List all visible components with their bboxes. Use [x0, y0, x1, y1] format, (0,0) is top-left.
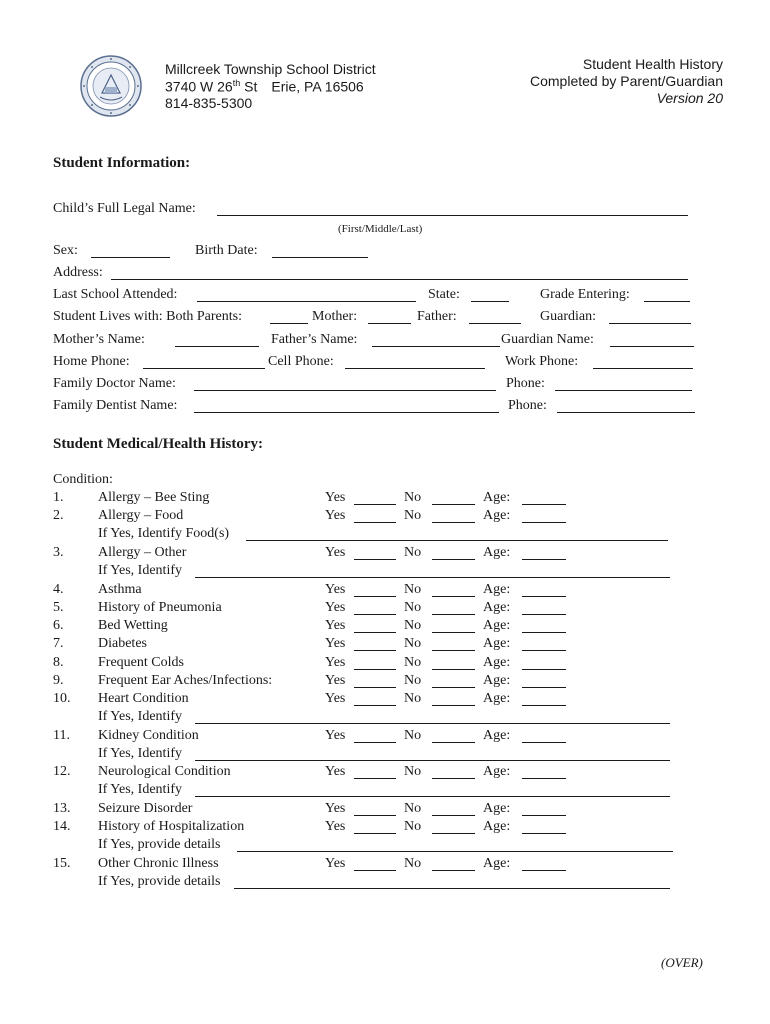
no-field[interactable] [432, 742, 475, 743]
no-field[interactable] [432, 870, 475, 871]
condition-name: Frequent Ear Aches/Infections: [98, 673, 273, 688]
last-school-label: Last School Attended: [53, 287, 178, 302]
condition-name: Kidney Condition [98, 728, 199, 743]
yes-field[interactable] [354, 596, 396, 597]
age-field[interactable] [522, 614, 566, 615]
yes-field[interactable] [354, 705, 396, 706]
age-label: Age: [483, 856, 511, 871]
age-field[interactable] [522, 559, 566, 560]
district-address: 3740 W 26th St Erie, PA 16506 [165, 78, 364, 95]
age-label: Age: [483, 636, 511, 651]
age-label: Age: [483, 508, 511, 523]
cell-phone-label: Cell Phone: [268, 354, 334, 369]
condition-number: 13. [53, 801, 71, 816]
no-label: No [404, 764, 422, 779]
age-label: Age: [483, 600, 511, 615]
age-label: Age: [483, 618, 511, 633]
condition-number: 3. [53, 545, 64, 560]
mothers-name-field[interactable] [175, 346, 259, 347]
age-field[interactable] [522, 596, 566, 597]
state-field[interactable] [471, 301, 509, 302]
age-label: Age: [483, 764, 511, 779]
no-label: No [404, 728, 422, 743]
condition-number: 12. [53, 764, 71, 779]
condition-name: History of Hospitalization [98, 819, 245, 834]
yes-label: Yes [325, 728, 346, 743]
no-field[interactable] [432, 614, 475, 615]
condition-number: 15. [53, 856, 71, 871]
yes-label: Yes [325, 764, 346, 779]
condition-number: 11. [53, 728, 70, 743]
yes-field[interactable] [354, 742, 396, 743]
condition-number: 8. [53, 655, 64, 670]
guardian-label: Guardian: [540, 309, 596, 324]
condition-number: 2. [53, 508, 64, 523]
yes-label: Yes [325, 636, 346, 651]
yes-field[interactable] [354, 504, 396, 505]
yes-field[interactable] [354, 778, 396, 779]
condition-name: Frequent Colds [98, 655, 184, 670]
no-field[interactable] [432, 669, 475, 670]
followup-field[interactable] [195, 760, 670, 761]
condition-name: Other Chronic Illness [98, 856, 219, 871]
age-label: Age: [483, 728, 511, 743]
sex-field[interactable] [91, 257, 170, 258]
work-phone-field[interactable] [593, 368, 693, 369]
mother-label: Mother: [312, 309, 358, 324]
no-field[interactable] [432, 522, 475, 523]
no-label: No [404, 691, 422, 706]
yes-field[interactable] [354, 870, 396, 871]
no-label: No [404, 490, 422, 505]
district-name: Millcreek Township School District [165, 61, 376, 77]
no-label: No [404, 618, 422, 633]
no-label: No [404, 545, 422, 560]
home-phone-label: Home Phone: [53, 354, 130, 369]
no-field[interactable] [432, 504, 475, 505]
yes-field[interactable] [354, 650, 396, 651]
followup-field[interactable] [237, 851, 673, 852]
dentist-phone-label: Phone: [508, 398, 547, 413]
mothers-name-label: Mother’s Name: [53, 332, 145, 347]
yes-field[interactable] [354, 669, 396, 670]
father-field[interactable] [469, 323, 521, 324]
yes-label: Yes [325, 819, 346, 834]
condition-name: Asthma [98, 582, 142, 597]
child-name-hint: (First/Middle/Last) [338, 223, 423, 235]
fathers-name-label: Father’s Name: [271, 332, 358, 347]
birth-date-label: Birth Date: [195, 243, 258, 258]
condition-name: Allergy – Other [98, 545, 187, 560]
age-label: Age: [483, 819, 511, 834]
no-field[interactable] [432, 687, 475, 688]
yes-field[interactable] [354, 632, 396, 633]
followup-label: If Yes, Identify [98, 746, 182, 761]
age-label: Age: [483, 801, 511, 816]
guardian-field[interactable] [609, 323, 691, 324]
no-field[interactable] [432, 705, 475, 706]
age-label: Age: [483, 655, 511, 670]
medical-heading: Student Medical/Health History: [53, 436, 263, 452]
condition-number: 6. [53, 618, 64, 633]
last-school-field[interactable] [197, 301, 416, 302]
dentist-name-label: Family Dentist Name: [53, 398, 178, 413]
cell-phone-field[interactable] [345, 368, 485, 369]
no-field[interactable] [432, 632, 475, 633]
followup-label: If Yes, Identify [98, 782, 182, 797]
age-label: Age: [483, 691, 511, 706]
no-label: No [404, 801, 422, 816]
condition-name: Heart Condition [98, 691, 189, 706]
age-label: Age: [483, 673, 511, 688]
no-field[interactable] [432, 559, 475, 560]
age-field[interactable] [522, 833, 566, 834]
home-phone-field[interactable] [143, 368, 265, 369]
no-field[interactable] [432, 596, 475, 597]
condition-number: 5. [53, 600, 64, 615]
followup-field[interactable] [246, 540, 668, 541]
sex-label: Sex: [53, 243, 78, 258]
condition-number: 14. [53, 819, 71, 834]
age-field[interactable] [522, 650, 566, 651]
doctor-name-field[interactable] [194, 390, 496, 391]
district-phone: 814-835-5300 [165, 95, 253, 111]
age-field[interactable] [522, 815, 566, 816]
yes-field[interactable] [354, 614, 396, 615]
age-label: Age: [483, 545, 511, 560]
age-field[interactable] [522, 742, 566, 743]
condition-name: Neurological Condition [98, 764, 231, 779]
age-field[interactable] [522, 778, 566, 779]
child-name-field[interactable] [217, 215, 688, 216]
fathers-name-field[interactable] [372, 346, 500, 347]
followup-field[interactable] [195, 723, 670, 724]
no-label: No [404, 636, 422, 651]
doctor-phone-field[interactable] [555, 390, 692, 391]
age-field[interactable] [522, 687, 566, 688]
age-field[interactable] [522, 504, 566, 505]
yes-label: Yes [325, 545, 346, 560]
state-label: State: [428, 287, 460, 302]
yes-label: Yes [325, 691, 346, 706]
work-phone-label: Work Phone: [505, 354, 579, 369]
doctor-phone-label: Phone: [506, 376, 545, 391]
followup-label: If Yes, Identify Food(s) [98, 526, 230, 541]
age-field[interactable] [522, 705, 566, 706]
no-field[interactable] [432, 778, 475, 779]
condition-name: History of Pneumonia [98, 600, 222, 615]
doctor-name-label: Family Doctor Name: [53, 376, 176, 391]
condition-number: 10. [53, 691, 71, 706]
no-label: No [404, 655, 422, 670]
no-field[interactable] [432, 815, 475, 816]
yes-label: Yes [325, 655, 346, 670]
yes-label: Yes [325, 856, 346, 871]
no-label: No [404, 600, 422, 615]
followup-field[interactable] [195, 796, 670, 797]
guardian-name-field[interactable] [610, 346, 694, 347]
address-field[interactable] [111, 279, 688, 280]
yes-label: Yes [325, 618, 346, 633]
guardian-name-label: Guardian Name: [501, 332, 594, 347]
district-seal-logo [80, 55, 142, 117]
condition-name: Seizure Disorder [98, 801, 193, 816]
age-label: Age: [483, 490, 511, 505]
age-field[interactable] [522, 632, 566, 633]
condition-name: Diabetes [98, 636, 147, 651]
age-field[interactable] [522, 522, 566, 523]
age-field[interactable] [522, 669, 566, 670]
yes-label: Yes [325, 600, 346, 615]
no-label: No [404, 582, 422, 597]
no-label: No [404, 673, 422, 688]
condition-number: 9. [53, 673, 64, 688]
followup-label: If Yes, Identify [98, 563, 182, 578]
lives-with-label: Student Lives with: Both Parents: [53, 309, 242, 324]
address-label: Address: [53, 265, 103, 280]
age-label: Age: [483, 582, 511, 597]
no-label: No [404, 819, 422, 834]
condition-name: Allergy – Food [98, 508, 184, 523]
no-field[interactable] [432, 833, 475, 834]
both-parents-field[interactable] [270, 323, 308, 324]
condition-number: 4. [53, 582, 64, 597]
yes-label: Yes [325, 801, 346, 816]
followup-label: If Yes, provide details [98, 874, 221, 889]
student-info-heading: Student Information: [53, 155, 191, 171]
yes-field[interactable] [354, 559, 396, 560]
condition-name: Bed Wetting [98, 618, 168, 633]
no-label: No [404, 856, 422, 871]
yes-label: Yes [325, 490, 346, 505]
yes-field[interactable] [354, 833, 396, 834]
no-field[interactable] [432, 650, 475, 651]
dentist-phone-field[interactable] [557, 412, 695, 413]
dentist-name-field[interactable] [194, 412, 499, 413]
age-field[interactable] [522, 870, 566, 871]
no-label: No [404, 508, 422, 523]
doc-title: Student Health History [582, 56, 723, 72]
doc-subtitle: Completed by Parent/Guardian [530, 73, 723, 89]
condition-name: Allergy – Bee Sting [98, 490, 210, 505]
condition-number: 7. [53, 636, 64, 651]
followup-field[interactable] [195, 577, 670, 578]
condition-label: Condition: [53, 472, 113, 487]
child-name-label: Child’s Full Legal Name: [53, 201, 196, 216]
over-note: (OVER) [661, 955, 703, 970]
condition-number: 1. [53, 490, 64, 505]
yes-label: Yes [325, 582, 346, 597]
yes-field[interactable] [354, 687, 396, 688]
yes-label: Yes [325, 673, 346, 688]
yes-field[interactable] [354, 815, 396, 816]
doc-version: Version 20 [656, 90, 723, 106]
followup-label: If Yes, Identify [98, 709, 182, 724]
yes-field[interactable] [354, 522, 396, 523]
mother-field[interactable] [368, 323, 411, 324]
yes-label: Yes [325, 508, 346, 523]
followup-field[interactable] [234, 888, 670, 889]
grade-entering-label: Grade Entering: [540, 287, 630, 302]
birth-date-field[interactable] [272, 257, 368, 258]
followup-label: If Yes, provide details [98, 837, 221, 852]
father-label: Father: [417, 309, 457, 324]
grade-entering-field[interactable] [644, 301, 690, 302]
